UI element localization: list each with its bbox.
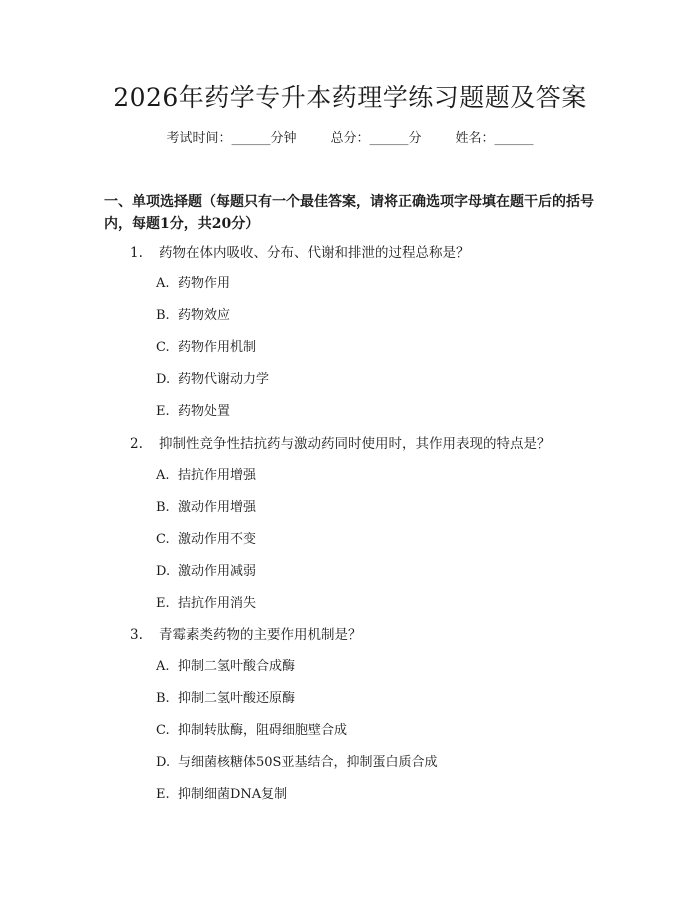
question-text: 抑制性竞争性拮抗药与激动药同时使用时，其作用表现的特点是？ bbox=[159, 436, 551, 452]
option-letter: A. bbox=[156, 468, 170, 483]
section-heading-single-choice: 一、单项选择题（每题只有一个最佳答案，请将正确选项字母填在题干后的括号内，每题1分，共20分） bbox=[104, 194, 594, 232]
option-letter: C. bbox=[156, 532, 170, 547]
option-letter: A. bbox=[156, 659, 170, 674]
option-letter: E. bbox=[156, 404, 170, 419]
question-1 bbox=[130, 243, 470, 263]
option-text: 药物处置 bbox=[178, 404, 231, 419]
question-2-option-e bbox=[156, 594, 256, 614]
option-letter: D. bbox=[156, 755, 171, 770]
option-letter: B. bbox=[156, 691, 170, 706]
question-text: 青霉素类药物的主要作用机制是？ bbox=[159, 627, 362, 643]
option-text: 抑制二氢叶酸还原酶 bbox=[178, 691, 296, 706]
question-3 bbox=[130, 625, 362, 645]
question-1-option-e bbox=[156, 402, 230, 422]
option-text: 激动作用不变 bbox=[178, 532, 257, 547]
option-text: 抑制转肽酶，阻碍细胞壁合成 bbox=[178, 723, 348, 738]
name-field: 姓名：______ bbox=[455, 131, 534, 146]
option-letter: C. bbox=[156, 723, 170, 738]
option-text: 药物作用机制 bbox=[178, 340, 257, 355]
option-text: 药物作用 bbox=[178, 276, 231, 291]
option-letter: B. bbox=[156, 500, 170, 515]
option-letter: A. bbox=[156, 276, 170, 291]
option-text: 激动作用减弱 bbox=[178, 564, 257, 579]
option-text: 激动作用增强 bbox=[178, 500, 257, 515]
question-2-option-d bbox=[156, 562, 256, 582]
question-2-option-a bbox=[156, 466, 256, 486]
question-2-option-c bbox=[156, 530, 256, 550]
option-text: 与细菌核糖体50S亚基结合，抑制蛋白质合成 bbox=[178, 755, 438, 770]
exam-meta-line bbox=[0, 129, 700, 149]
question-3-option-b bbox=[156, 689, 295, 709]
option-text: 拮抗作用消失 bbox=[178, 596, 257, 611]
question-text: 药物在体内吸收、分布、代谢和排泄的过程总称是？ bbox=[159, 245, 470, 261]
question-2 bbox=[130, 434, 551, 454]
question-1-option-b bbox=[156, 306, 230, 326]
question-1-option-a bbox=[156, 274, 230, 294]
option-text: 抑制细菌DNA复制 bbox=[178, 787, 288, 802]
question-3-option-d bbox=[156, 753, 437, 773]
exam-time-field: 考试时间：______分钟 bbox=[166, 131, 297, 146]
option-text: 抑制二氢叶酸合成酶 bbox=[178, 659, 296, 674]
question-number: 1. bbox=[130, 245, 143, 261]
option-letter: C. bbox=[156, 340, 170, 355]
question-2-option-b bbox=[156, 498, 256, 518]
question-3-option-c bbox=[156, 721, 347, 741]
total-score-field: 总分：______分 bbox=[330, 131, 422, 146]
option-letter: D. bbox=[156, 564, 171, 579]
option-text: 拮抗作用增强 bbox=[178, 468, 257, 483]
question-number: 3. bbox=[130, 627, 143, 643]
option-letter: B. bbox=[156, 308, 170, 323]
question-number: 2. bbox=[130, 436, 143, 452]
option-text: 药物代谢动力学 bbox=[178, 372, 270, 387]
question-3-option-e bbox=[156, 785, 287, 805]
option-letter: E. bbox=[156, 787, 170, 802]
option-text: 药物效应 bbox=[178, 308, 231, 323]
question-1-option-d bbox=[156, 370, 269, 390]
document-title: 2026年药学专升本药理学练习题题及答案 bbox=[113, 83, 587, 112]
option-letter: D. bbox=[156, 372, 171, 387]
question-1-option-c bbox=[156, 338, 256, 358]
option-letter: E. bbox=[156, 596, 170, 611]
question-3-option-a bbox=[156, 657, 295, 677]
